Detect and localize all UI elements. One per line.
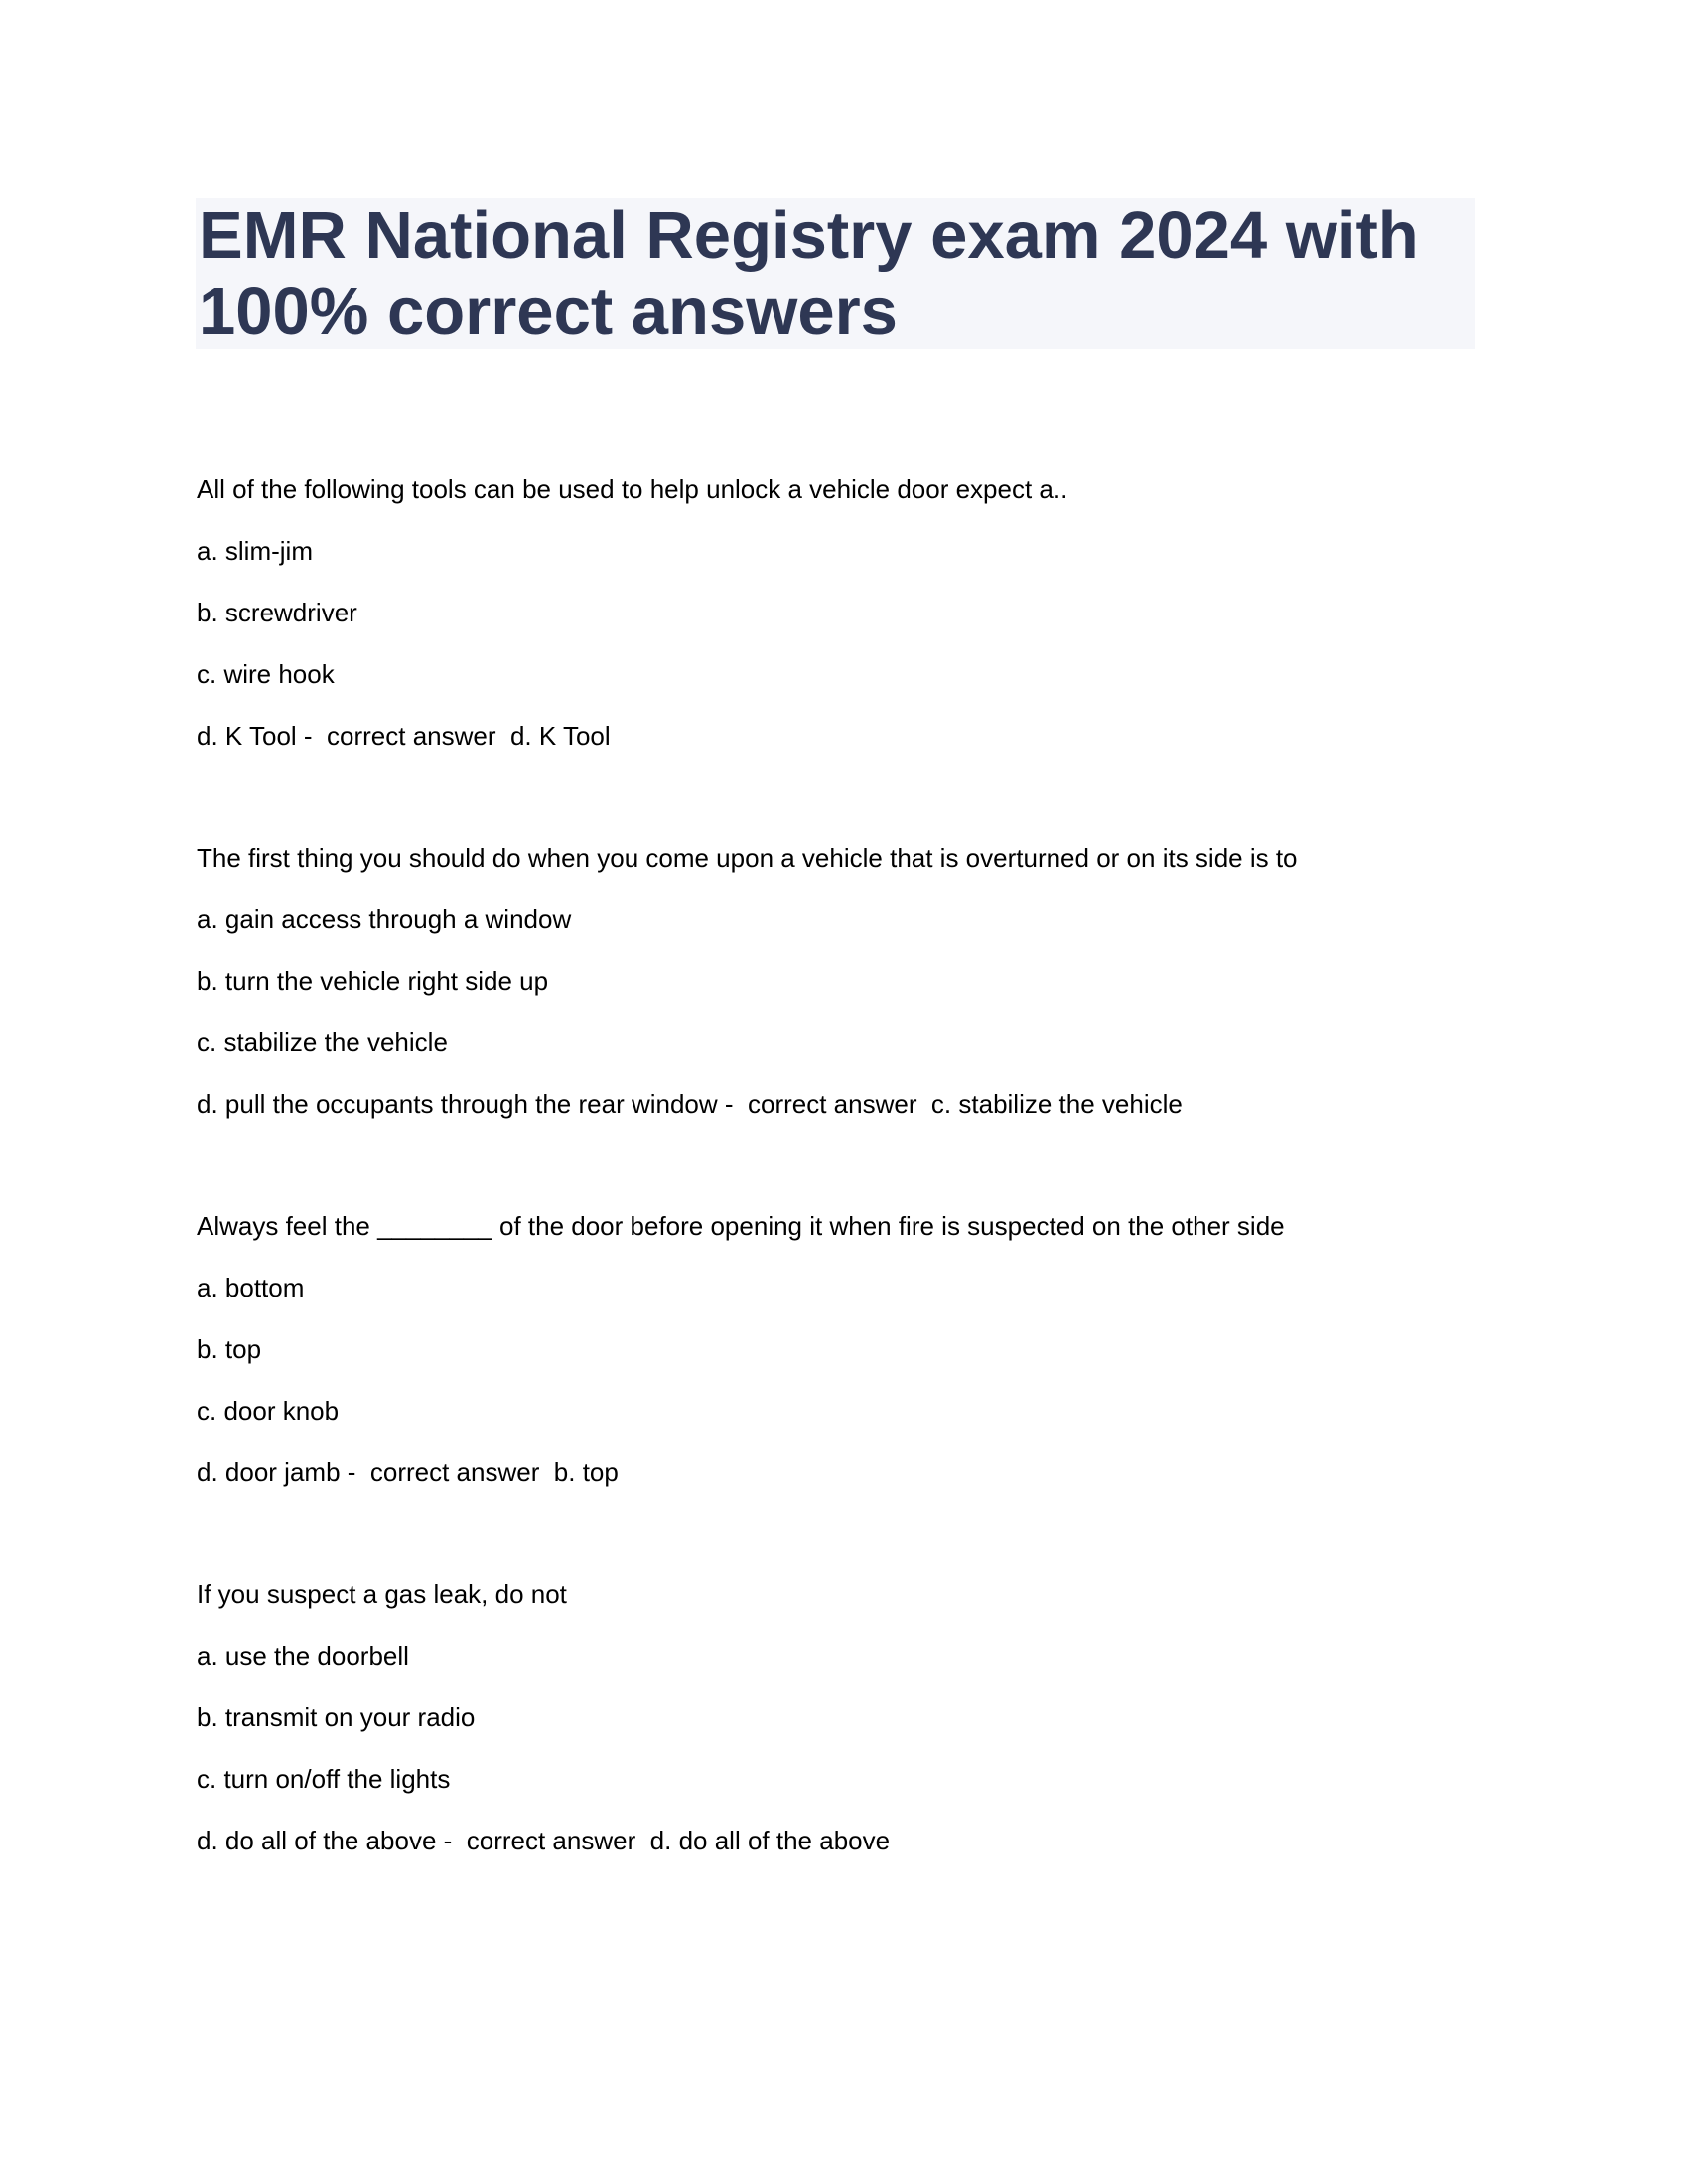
answer-option: c. door knob xyxy=(197,1396,340,1426)
question-text: All of the following tools can be used to help unlock a vehicle door expect a.. xyxy=(197,475,1068,504)
title-line-2: 100% correct answers xyxy=(199,274,898,348)
document-title xyxy=(199,199,1419,349)
title-line-1: EMR National Registry exam 2024 with xyxy=(199,199,1419,273)
answer-option: b. turn the vehicle right side up xyxy=(197,966,549,996)
answer-option: c. wire hook xyxy=(197,659,335,689)
question-text: Always feel the ________ of the door before opening it when fire is suspected on the other side xyxy=(197,1211,1285,1241)
answer-option: d. door jamb - correct answer b. top xyxy=(197,1457,619,1487)
answer-option: c. turn on/off the lights xyxy=(197,1764,451,1794)
question-text: The first thing you should do when you come upon a vehicle that is overturned or on its side is to xyxy=(197,843,1298,873)
answer-option: b. screwdriver xyxy=(197,598,357,627)
answer-option: d. do all of the above - correct answer d. do all of the above xyxy=(197,1826,891,1855)
answer-option: a. gain access through a window xyxy=(197,904,572,934)
answer-option: d. K Tool - correct answer d. K Tool xyxy=(197,721,611,751)
answer-option: b. transmit on your radio xyxy=(197,1703,476,1732)
answer-option: c. stabilize the vehicle xyxy=(197,1027,448,1057)
answer-option: a. bottom xyxy=(197,1273,305,1302)
answer-option: a. slim-jim xyxy=(197,536,313,566)
question-text: If you suspect a gas leak, do not xyxy=(197,1579,567,1609)
answer-option: b. top xyxy=(197,1334,262,1364)
answer-option: d. pull the occupants through the rear window - correct answer c. stabilize the vehicle xyxy=(197,1089,1183,1119)
answer-option: a. use the doorbell xyxy=(197,1641,409,1671)
